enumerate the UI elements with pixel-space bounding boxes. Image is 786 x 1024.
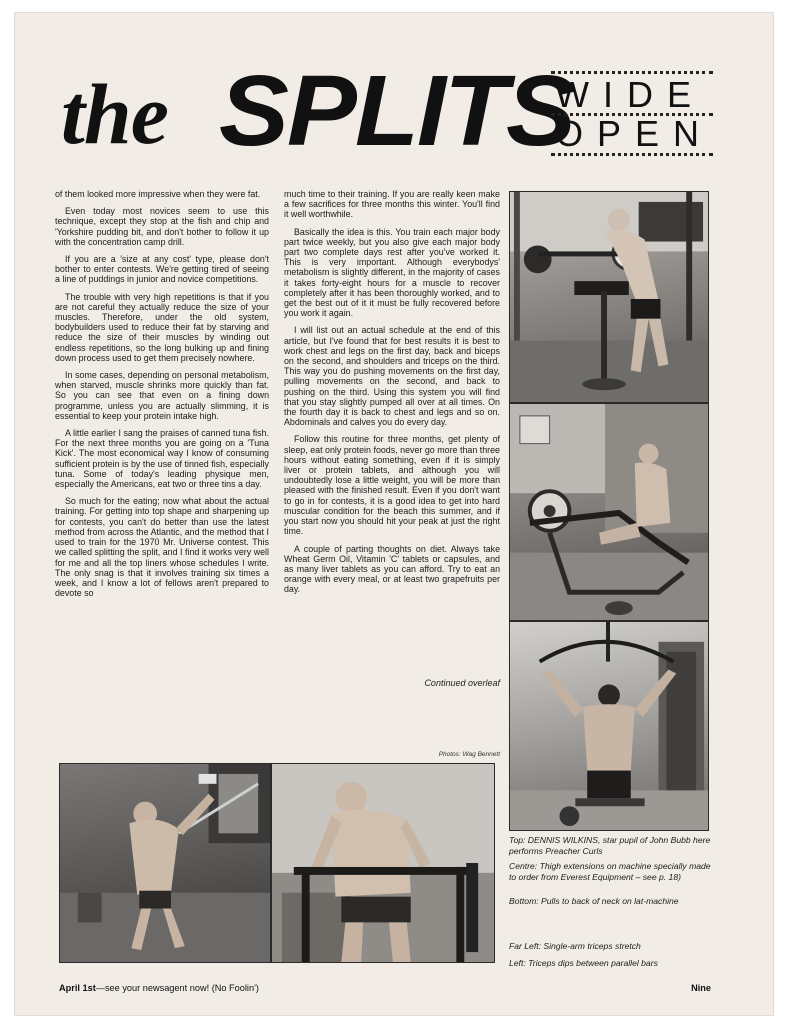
photo-preacher-curls (509, 191, 709, 403)
photo-single-arm-triceps (59, 763, 271, 963)
paragraph: Even today most novices seem to use this technique, except they stop at the fish and chip and 'Yorkshire pudding bit, and don't bother to follow it up with the concentration camp drill. (55, 206, 269, 247)
paragraph: Basically the idea is this. You train each major body part twice weekly, but you also give each major body part two complete days rest after you've worked it. This is very important. Although everybodys' metabolism is slightly different, in the majority of cases it takes forty-eight hours for a muscle to recover completely after it has been thoroughly worked, and to get the best out of it it must be fully recovered before you work it again. (284, 226, 500, 319)
title-the: the (61, 66, 168, 162)
title-open: OPEN (555, 113, 714, 154)
title-splits: SPLITS (219, 55, 574, 167)
caption-centre: Centre: Thigh extensions on machine specially made to order from Everest Equipment – see p. 18) (509, 861, 711, 882)
dotted-rule-bottom (551, 153, 713, 156)
article-column-2 (284, 189, 500, 602)
continued-overleaf: Continued overleaf (424, 678, 500, 688)
photo-credit: Photos: Wag Bennett (438, 751, 500, 758)
caption-top: Top: DENNIS WILKINS, star pupil of John Bubb here performs Preacher Curls (509, 835, 711, 856)
paragraph: The trouble with very high repetitions is that if you are not careful they actually reduce the size of your muscles. Therefore, under the old system, bodybuilders used to reduce their fat by starving and reduce the size of their muscles by winding out endless repetitions, so the long bulking up and fining down process used to get them precisely nowhere. (55, 291, 269, 363)
paragraph: much time to their training. If you are really keen make a few sacrifices for three months this winter. You'll find it well worthwhile. (284, 189, 500, 220)
paragraph: of them looked more impressive when they were fat. (55, 189, 261, 199)
footer-date: April 1st (59, 983, 96, 993)
page-number: Nine (691, 983, 711, 993)
title-wide: WIDE (555, 74, 705, 115)
paragraph: I will list out an actual schedule at the end of this article, but I've found that for best results it is best to work chest and legs on the first day, back and biceps on the second, and shoulders and triceps on the third. This way you do pushing movements on the first day, pulling movements on the second, and back to pushing on the third. Using this system you will find that you stay slightly pumped all over at all times. On the fourth day it is back to chest and legs and so on. Abdominals and calves you do every day. (284, 325, 500, 428)
caption-bottom: Bottom: Pulls to back of neck on lat-machine (509, 896, 679, 906)
caption-far-left: Far Left: Single-arm triceps stretch (509, 941, 641, 951)
footer-promo (59, 983, 259, 993)
footer-promo-text: —see your newsagent now! (No Foolin') (95, 983, 259, 993)
article-column-1 (55, 189, 269, 605)
paragraph: If you are a 'size at any cost' type, please don't bother to enter contests. We're getting tired of seeing a line of puddings in junior and novice competitions. (55, 254, 269, 285)
paragraph: A couple of parting thoughts on diet. Always take Wheat Germ Oil, Vitamin 'C' tablets or capsules, and as many liver tablets as you can afford. Try to eat an orange with every meal, or at least two grapefruits per day. (284, 543, 500, 595)
paragraph: In some cases, depending on personal metabolism, when starved, muscle shrinks more quickly than fat. So you can see that even on a fining down programme, unless you are actually slimming, it is essential to keep your protein intake high. (55, 370, 269, 421)
photo-thigh-extensions (509, 403, 709, 621)
paragraph: Follow this routine for three months, get plenty of sleep, eat only protein foods, never go more than three hours without eating something, even if it is simply liver or protein tablets, and although you will undoubtedly lose a little weight, you will be more than pleased with the finished result. Even if you don't want to go in for contests, it is a good idea to get into hard muscular condition for the beach this summer, and if you start now you should hit your peak at just the right time. (284, 434, 500, 537)
paragraph: A little earlier I sang the praises of canned tuna fish. For the next three months you are going on a 'Tuna Kick'. The most economical way I know of consuming sufficient protein is by the use of tinned fish, especially tuna. Some of today's leading physique men, especially the Americans, eat two or three tins a day. (55, 428, 269, 490)
magazine-page (14, 12, 774, 1016)
photo-triceps-dips (271, 763, 495, 963)
caption-left: Left: Triceps dips between parallel bars (509, 958, 658, 968)
paragraph: So much for the eating; now what about the actual training. For getting into top shape and sharpening up for contests, you can't do better than use the latest method from across the Atlantic, and the method that I used to train for the 1970 Mr. Universe contest. This we called splitting the split, and I find it works very well for me and all the top liners whose schedules I write. The only snag is that it involves training six times a week, and I know a lot of fellows aren't prepared to devote so (55, 496, 269, 599)
photo-lat-machine (509, 621, 709, 831)
